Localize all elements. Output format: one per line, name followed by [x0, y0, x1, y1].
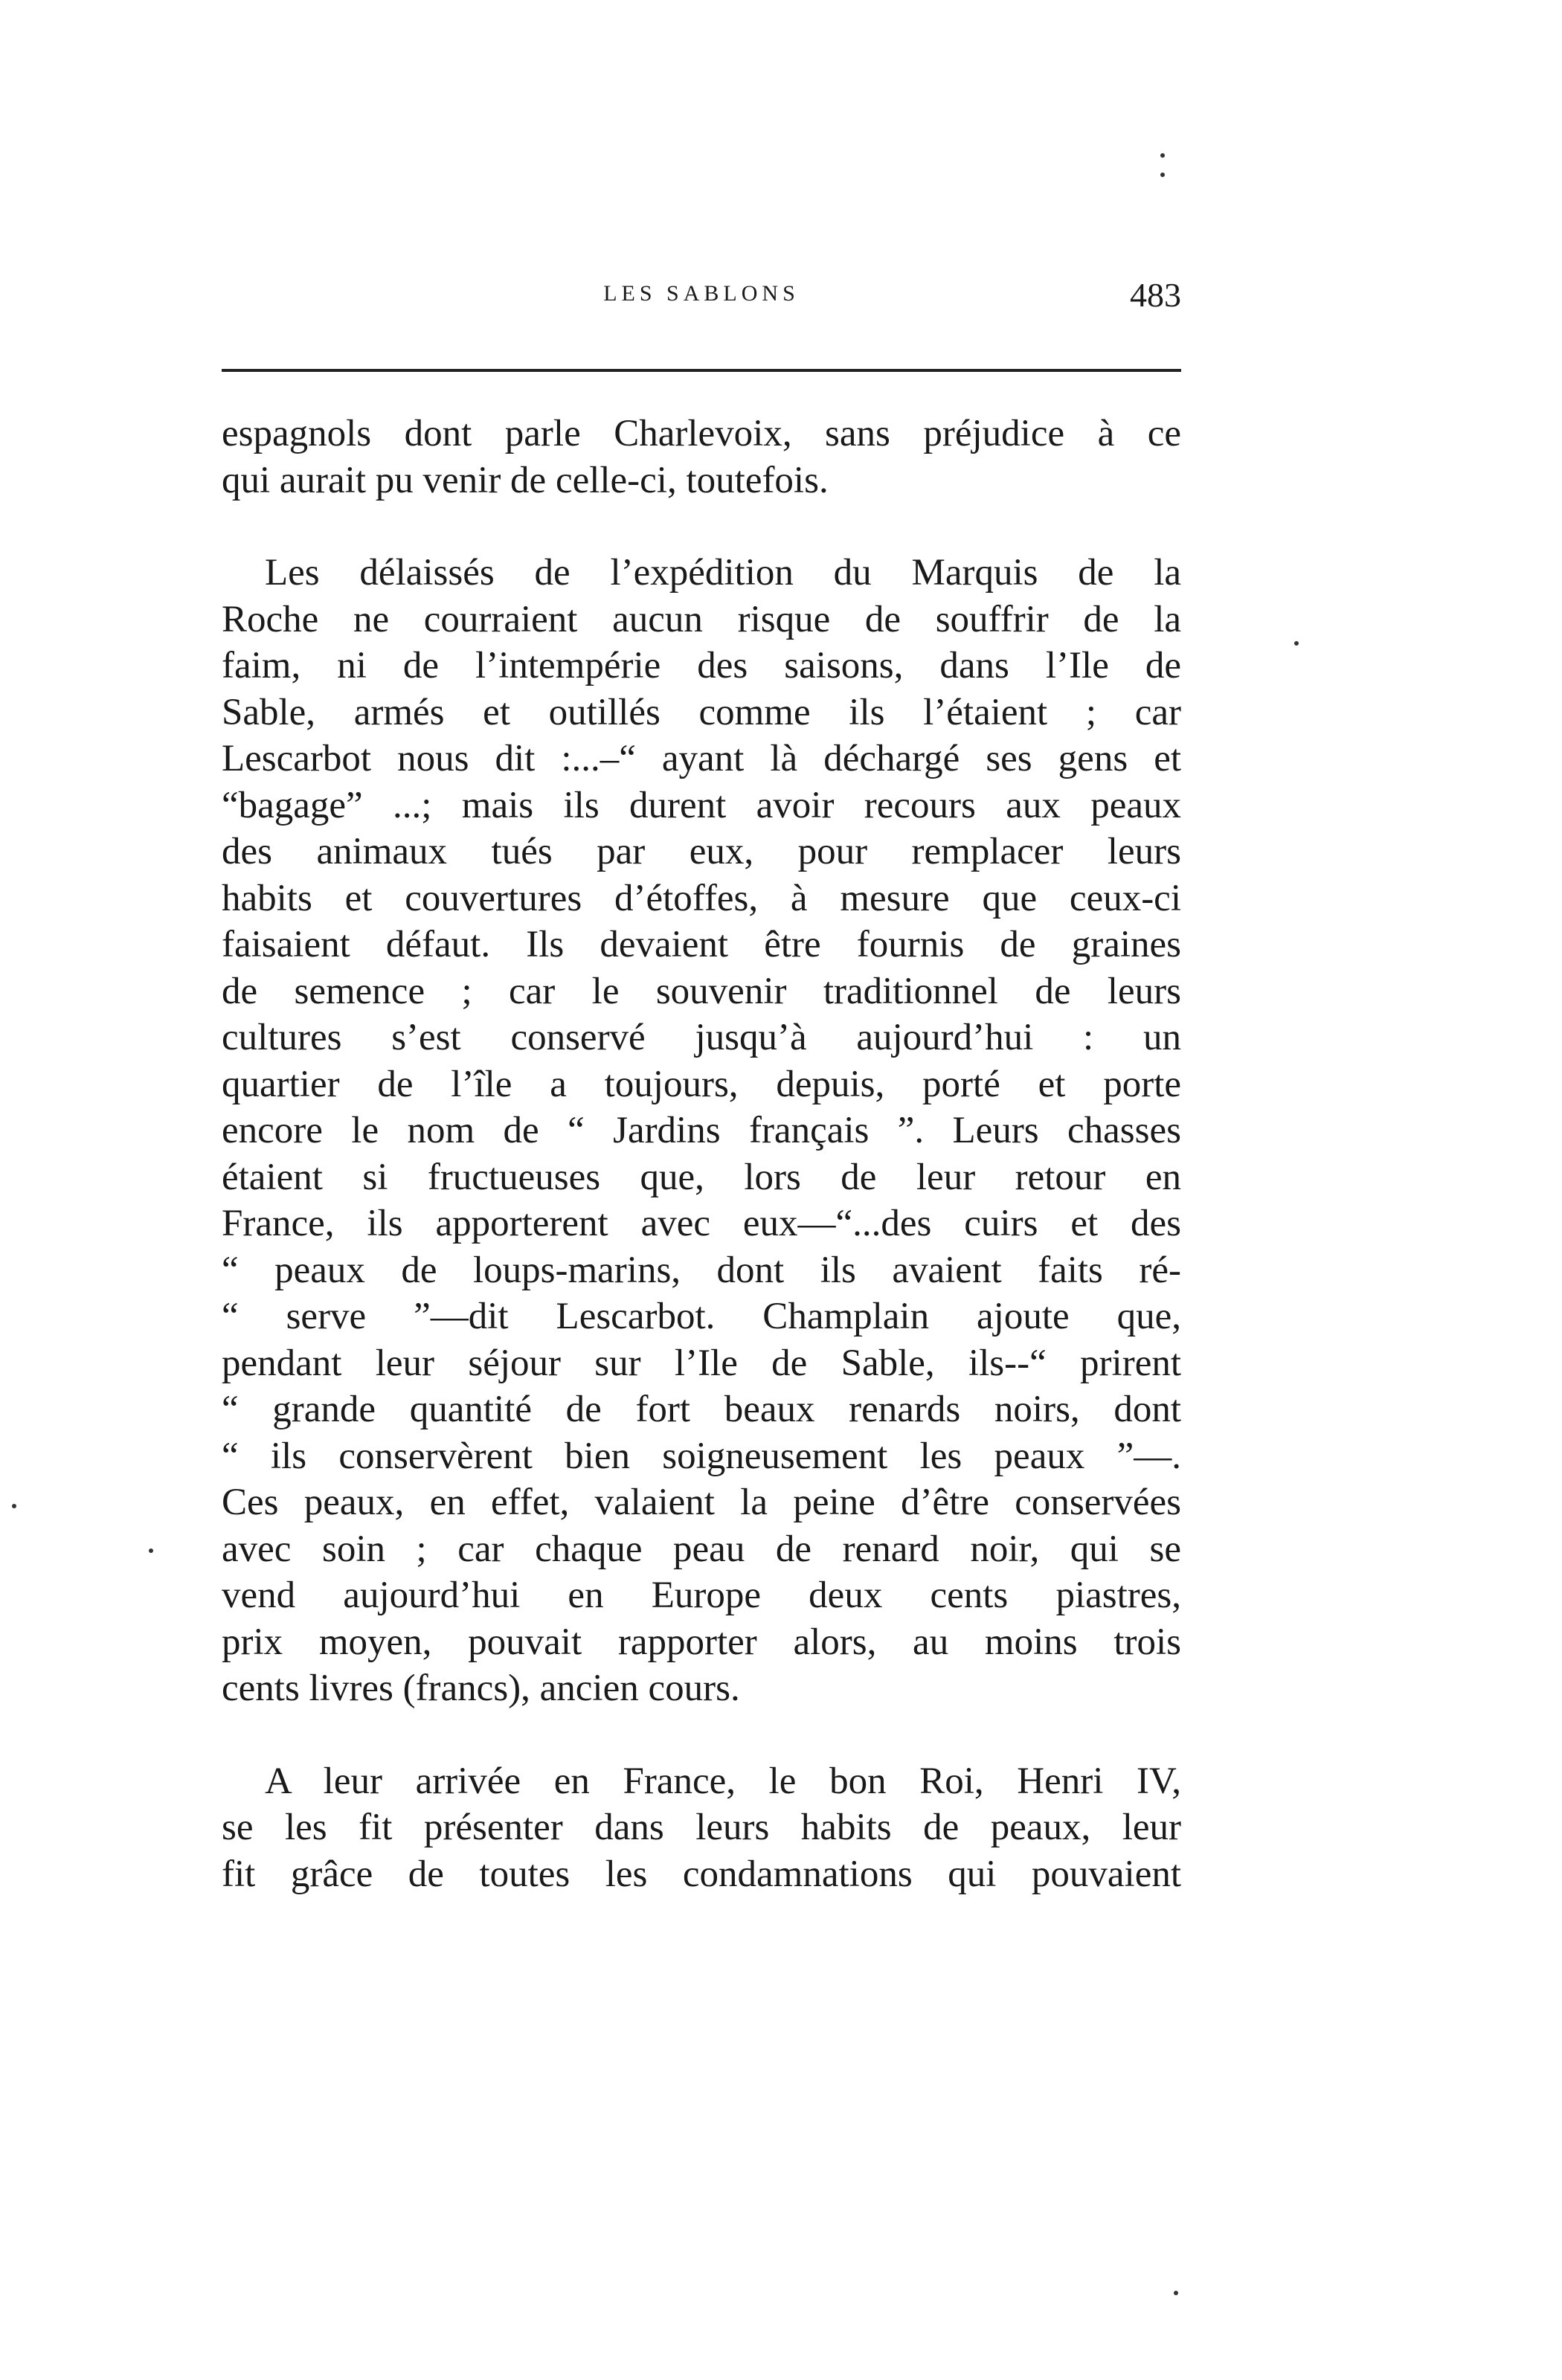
paragraph	[222, 550, 1181, 1712]
text-line: “ peaux de loups-marins, dont ils avaient faits ré-	[222, 1249, 1181, 1291]
paragraph-gap	[222, 504, 1181, 550]
text-line: de semence ; car le souvenir traditionnel de leurs	[222, 970, 1181, 1012]
text-line: cultures s’est conservé jusqu’à aujourd’hui : un	[222, 1017, 1181, 1058]
page-number: 483	[1130, 276, 1181, 314]
scan-speck	[1160, 153, 1165, 158]
text-line: espagnols dont parle Charlevoix, sans préjudice à ce	[222, 413, 1181, 454]
text-line: étaient si fructueuses que, lors de leur retour en	[222, 1156, 1181, 1198]
text-line: prix moyen, pouvait rapporter alors, au moins trois	[222, 1621, 1181, 1663]
running-head	[222, 275, 1181, 335]
text-line: Ces peaux, en effet, valaient la peine d’être conservées	[222, 1482, 1181, 1523]
scan-speck	[1174, 2291, 1178, 2295]
text-line: “ ils conservèrent bien soigneusement les peaux ”—.	[222, 1435, 1181, 1477]
text-line: Lescarbot nous dit :...–“ ayant là déchargé ses gens et	[222, 738, 1181, 779]
scan-speck	[1294, 641, 1299, 646]
scan-speck	[12, 1504, 16, 1508]
text-line: A leur arrivée en France, le bon Roi, Henri IV,	[265, 1760, 1181, 1802]
paragraph-gap	[222, 1712, 1181, 1758]
text-line: avec soin ; car chaque peau de renard noir, qui se	[222, 1528, 1181, 1570]
text-line: pendant leur séjour sur l’Ile de Sable, ils--“ prirent	[222, 1342, 1181, 1384]
text-line: qui aurait pu venir de celle-ci, toutefois.	[222, 459, 829, 501]
scan-speck	[1160, 173, 1165, 177]
running-title: LES SABLONS	[603, 281, 800, 306]
text-line: habits et couvertures d’étoffes, à mesure que ceux-ci	[222, 877, 1181, 919]
paragraph	[222, 1758, 1181, 1898]
text-line: quartier de l’île a toujours, depuis, porté et porte	[222, 1063, 1181, 1105]
text-line: faisaient défaut. Ils devaient être fournis de graines	[222, 924, 1181, 965]
text-line: faim, ni de l’intempérie des saisons, dans l’Ile de	[222, 645, 1181, 686]
text-line: “ grande quantité de fort beaux renards noirs, dont	[222, 1389, 1181, 1430]
text-line: Sable, armés et outillés comme ils l’étaient ; car	[222, 691, 1181, 733]
text-line: vend aujourd’hui en Europe deux cents piastres,	[222, 1575, 1181, 1616]
text-line: France, ils apporterent avec eux—“...des cuirs et des	[222, 1203, 1181, 1244]
text-line: encore le nom de “ Jardins français ”. Leurs chasses	[222, 1110, 1181, 1151]
text-line: Les délaissés de l’expédition du Marquis de la	[265, 552, 1181, 594]
scan-speck	[149, 1548, 153, 1553]
text-line: se les fit présenter dans leurs habits de peaux, leur	[222, 1807, 1181, 1848]
text-line: Roche ne courraient aucun risque de souffrir de la	[222, 598, 1181, 640]
text-line: “bagage” ...; mais ils durent avoir recours aux peaux	[222, 784, 1181, 826]
paragraph	[222, 411, 1181, 504]
text-line: des animaux tués par eux, pour remplacer leurs	[222, 831, 1181, 872]
body-text	[222, 411, 1181, 1897]
text-line: fit grâce de toutes les condamnations qui pouvaient	[222, 1853, 1181, 1895]
text-line: “ serve ”—dit Lescarbot. Champlain ajoute que,	[222, 1296, 1181, 1337]
text-line: cents livres (francs), ancien cours.	[222, 1667, 740, 1709]
header-rule	[222, 369, 1181, 372]
